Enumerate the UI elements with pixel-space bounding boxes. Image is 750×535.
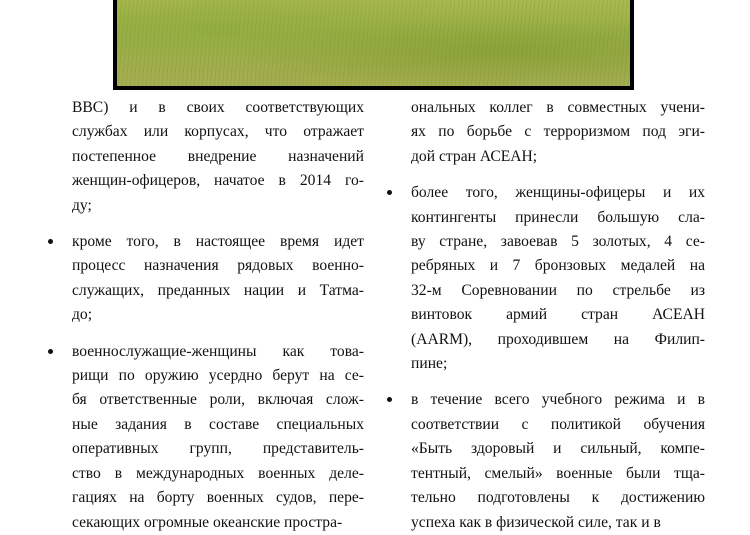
text-line: успеха как в физической силе, так и в bbox=[411, 513, 661, 531]
text-line: оперативных групп, представитель- bbox=[72, 440, 364, 458]
text-line: «Быть здоровый и сильный, компе- bbox=[411, 440, 705, 458]
text-line: до; bbox=[72, 306, 93, 324]
text-line: военнослужащие-женщины как това- bbox=[72, 342, 364, 360]
text-line: кроме того, в настоящее время идет bbox=[72, 233, 364, 251]
right-text-column bbox=[385, 96, 705, 535]
bullet-icon bbox=[48, 349, 53, 354]
text-line: тентный, смелый» военные были тща- bbox=[411, 464, 705, 482]
bullet-icon bbox=[387, 190, 392, 195]
paragraph-gap bbox=[46, 328, 364, 340]
paragraph-gap bbox=[385, 376, 705, 388]
text-line: гациях на борту военных судов, пере- bbox=[72, 489, 364, 507]
text-line: пине; bbox=[411, 355, 448, 373]
text-line: службах или корпусах, что отражает bbox=[72, 123, 364, 141]
text-line: контингенты принесли большую сла- bbox=[411, 208, 705, 226]
text-line: женщин-офицеров, начатое в 2014 го- bbox=[72, 172, 364, 190]
text-line: ду; bbox=[72, 196, 92, 214]
bullet-icon bbox=[387, 397, 392, 402]
text-line: ВВС) и в своих соответствующих bbox=[72, 99, 364, 116]
text-line: рищи по оружию усердно берут на се- bbox=[72, 367, 364, 385]
text-line: (AARM), проходившем на Филип- bbox=[411, 330, 705, 348]
bullet-paragraph bbox=[46, 230, 364, 328]
text-line: секающих огромные океанские простра- bbox=[72, 513, 343, 531]
text-line: процесс назначения рядовых военно- bbox=[72, 257, 364, 275]
paragraph bbox=[46, 96, 364, 218]
paragraph-gap bbox=[46, 218, 364, 230]
text-line: соответствии с политикой обучения bbox=[411, 415, 705, 433]
text-line: 32-м Соревновании по стрельбе из bbox=[411, 281, 705, 299]
text-line: ву стране, завоевав 5 золотых, 4 се- bbox=[411, 233, 705, 251]
bullet-icon bbox=[48, 239, 53, 244]
text-line: более того, женщины-офицеры и их bbox=[411, 184, 705, 202]
grass-field-photo bbox=[113, 0, 634, 90]
text-line: бя ответственные роли, включая слож- bbox=[72, 391, 364, 409]
text-line: ональных коллег в совместных учени- bbox=[411, 99, 705, 116]
text-line: ные задания в составе специальных bbox=[72, 415, 364, 433]
paragraph-gap bbox=[385, 169, 705, 181]
text-line: ство в международных военных деле- bbox=[72, 464, 364, 482]
text-line: в течение всего учебного режима и в bbox=[411, 391, 705, 409]
text-line: ях по борьбе с терроризмом под эги- bbox=[411, 123, 705, 141]
left-text-column bbox=[46, 96, 364, 535]
text-line: постепенное внедрение назначений bbox=[72, 147, 364, 165]
bullet-paragraph bbox=[385, 388, 705, 534]
paragraph bbox=[385, 96, 705, 169]
text-line: ребряных и 7 бронзовых медалей на bbox=[411, 257, 705, 275]
text-line: винтовок армий стран АСЕАН bbox=[411, 306, 705, 324]
text-line: тельно подготовлены к достижению bbox=[411, 489, 705, 507]
text-line: дой стран АСЕАН; bbox=[411, 147, 538, 165]
bullet-paragraph bbox=[46, 340, 364, 535]
text-line: служащих, преданных нации и Татма- bbox=[72, 281, 364, 299]
bullet-paragraph bbox=[385, 181, 705, 376]
